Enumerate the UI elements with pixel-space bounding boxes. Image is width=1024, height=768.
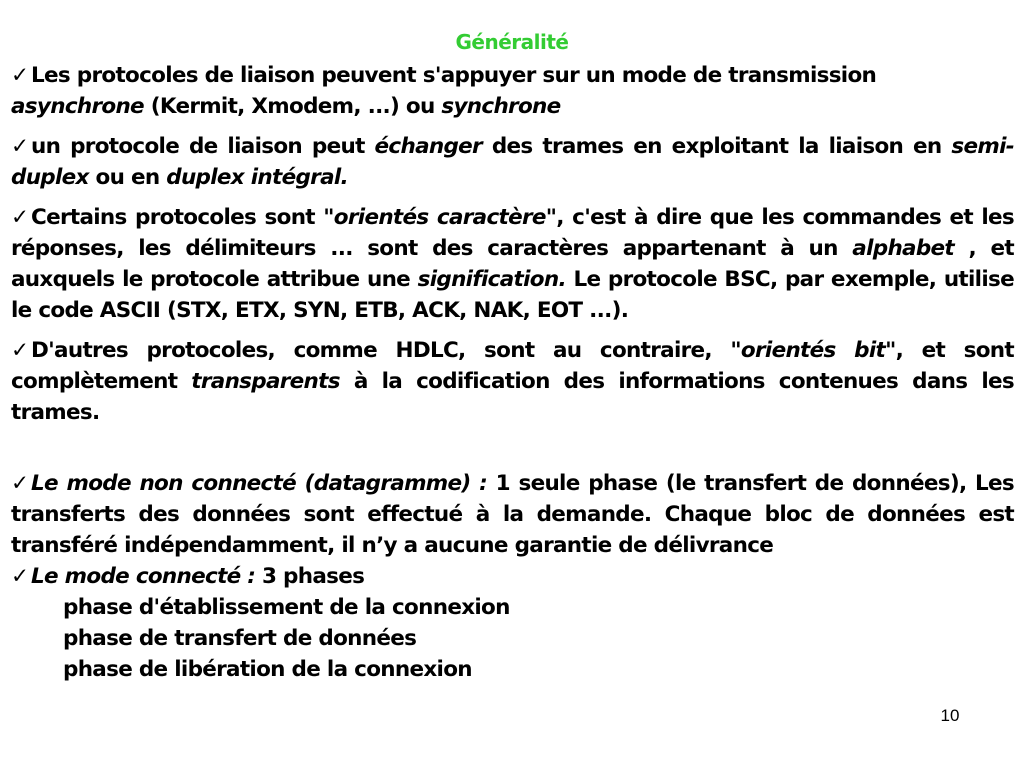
checkmark-icon: ✓ [11,338,30,363]
bullet-connectionless-mode [11,468,1014,561]
bullet-text: , c'est à dire que les commandes et les réponses, les délimiteurs ... sont des caractères appartenant à un [11,205,1014,261]
bullet-emphasis: transparents [191,369,340,394]
slide-content [11,60,1014,685]
bullet-text: des trames en exploitant la liaison en [481,134,952,159]
bullet-emphasis: asynchrone [11,94,144,119]
bullet-emphasis: "orientés bit" [730,338,896,363]
bullet-text: D'autres protocoles, comme HDLC, sont au contraire, [31,338,731,363]
checkmark-icon: ✓ [11,564,30,589]
bullet-emphasis: signification. [417,267,566,292]
bullet-emphasis: "orientés caractère" [323,205,557,230]
phase-item: phase de transfert de données [63,626,417,651]
bullet-bit-oriented [11,335,1014,428]
bullet-text: Certains protocoles sont [31,205,324,230]
checkmark-icon: ✓ [11,63,30,88]
bullet-text: un protocole de liaison peut [31,134,375,159]
checkmark-icon: ✓ [11,471,30,496]
checkmark-icon: ✓ [11,205,30,230]
bullet-text: , et auxquels le protocole attribue une [11,236,1014,292]
bullet-text: Le protocole BSC, par exemple, utilise le code ASCII (STX, ETX, SYN, ETB, ACK, NAK, EOT ...). [11,267,1014,323]
bullet-character-oriented [11,202,1014,326]
bullet-emphasis: Le mode non connecté (datagramme) : [31,471,487,496]
bullet-emphasis: Le mode connecté : [31,564,256,589]
bullet-emphasis: alphabet [852,236,955,261]
bullet-text: , et sont complètement [11,338,1014,394]
phase-item: phase d'établissement de la connexion [63,595,510,620]
bullet-text: (Kermit, Xmodem, ...) ou [143,94,442,119]
bullet-emphasis: duplex intégral. [166,165,349,190]
bullet-text: Les protocoles de liaison peuvent s'appuyer sur un mode de transmission [31,63,877,88]
bullet-connected-mode [11,561,1014,592]
bullet-duplex [11,131,1014,193]
bullet-text: 3 phases [255,564,365,589]
slide-title: Généralité [455,30,569,54]
checkmark-icon: ✓ [11,134,30,159]
page-number: 10 [940,706,960,725]
bullet-transmission-modes [11,60,1014,122]
bullet-emphasis: échanger [374,134,482,159]
bullet-text: ou en [88,165,167,190]
bullet-text: à la codification des informations contenues dans les trames. [11,369,1014,425]
bullet-emphasis: semi-duplex [11,134,1014,190]
bullet-emphasis: synchrone [441,94,561,119]
bullet-text: 1 seule phase (le transfert de données), Les transferts des données sont effectué à la demande. Chaque bloc de données est transféré indépendamment, il n’y a aucune garantie de délivrance [11,471,1014,558]
phase-item: phase de libération de la connexion [63,657,472,682]
